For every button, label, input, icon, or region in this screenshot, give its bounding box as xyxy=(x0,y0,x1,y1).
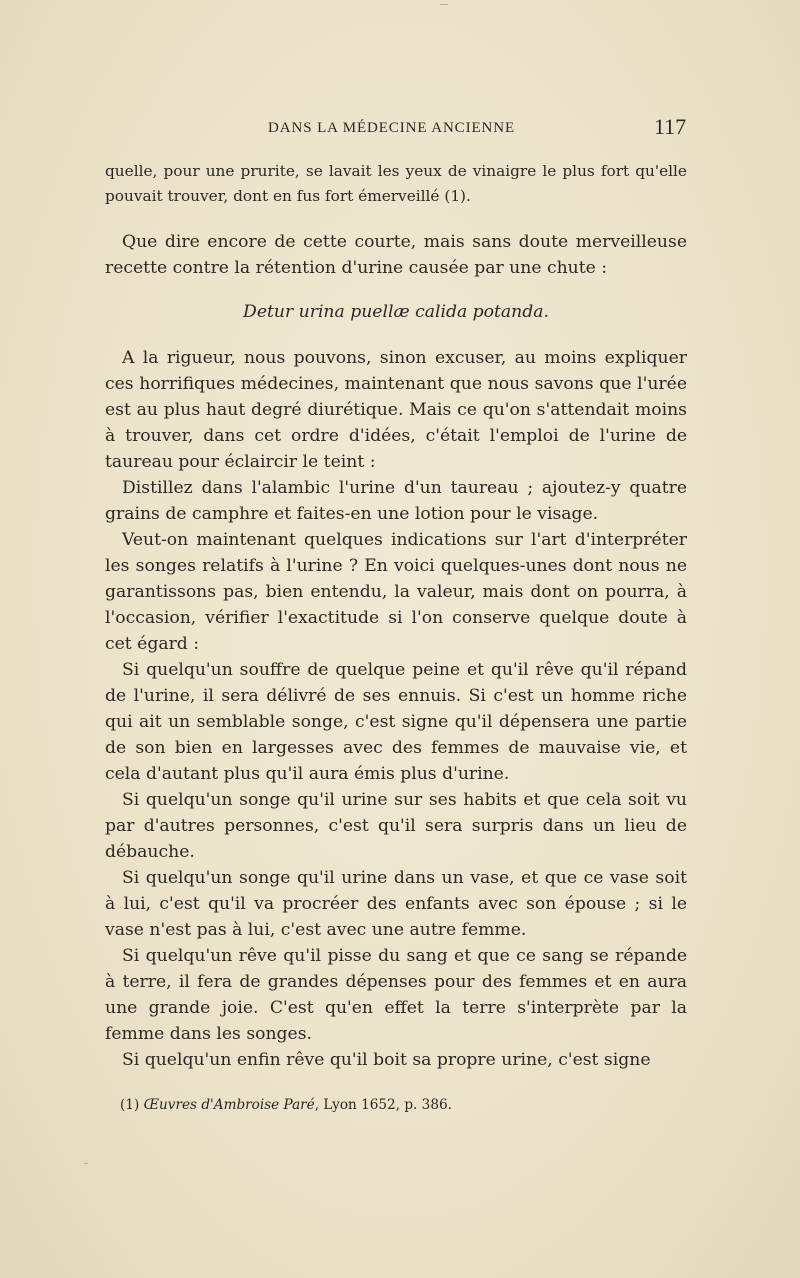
paper-speck xyxy=(84,1163,88,1164)
paragraph-dream-3: Si quelqu'un songe qu'il urine dans un vase, et que ce vase soit à lui, c'est qu'il va procréer des enfants avec son épouse ; si le vase n'est pas à lui, c'est avec une autre femme. xyxy=(105,868,687,940)
main-text xyxy=(105,229,687,1073)
footnote-citation: , Lyon 1652, p. 386. xyxy=(314,1097,452,1113)
footnote xyxy=(120,1097,452,1113)
carryover-paragraph-block xyxy=(105,159,687,209)
footnote-title: Œuvres d'Ambroise Paré xyxy=(143,1097,315,1113)
paragraph-dream-1: Si quelqu'un souffre de quelque peine et qu'il rêve qu'il répand de l'urine, il sera délivré de ses ennuis. Si c'est un homme riche qui ait un semblable songe, c'est signe qu'il dépensera une partie de son bien en largesses avec des femmes de mauvaise vie, et cela d'autant plus qu'il aura émis plus d'urine. xyxy=(105,660,687,784)
paragraph-recipe-intro: Que dire encore de cette courte, mais sans doute merveilleuse recette contre la rétention d'urine causée par une chute : xyxy=(105,232,687,278)
paragraph-dream-4: Si quelqu'un rêve qu'il pisse du sang et que ce sang se répande à terre, il fera de grandes dépenses pour des femmes et en aura une grande joie. C'est qu'en effet la terre s'interprète par la femme dans les songes. xyxy=(105,946,687,1044)
paragraph-dreams-intro: Veut-on maintenant quelques indications sur l'art d'interpréter les songes relatifs à l'urine ? En voici quelques-unes dont nous ne garantissons pas, bien entendu, la valeur, mais dont on pourra, à l'occasion, vérifier l'exactitude si l'on conserve quelque doute à cet égard : xyxy=(105,530,687,654)
page-number: 117 xyxy=(654,114,687,139)
footnote-marker: (1) xyxy=(120,1097,140,1113)
paragraph-dream-2: Si quelqu'un songe qu'il urine sur ses habits et que cela soit vu par d'autres personnes, c'est qu'il sera surpris dans un lieu de débauche. xyxy=(105,790,687,862)
paragraph-dream-5: Si quelqu'un enfin rêve qu'il boit sa propre urine, c'est signe xyxy=(122,1050,651,1070)
paragraph-carryover: quelle, pour une prurite, se lavait les yeux de vinaigre le plus fort qu'elle pouvait trouver, dont en fus fort émerveillé (1). xyxy=(105,162,687,205)
paper-speck xyxy=(440,4,448,5)
latin-quotation: Detur urina puellæ calida potanda. xyxy=(243,302,549,322)
paragraph-distill: Distillez dans l'alambic l'urine d'un taureau ; ajoutez-y quatre grains de camphre et faites-en une lotion pour le visage. xyxy=(105,478,687,524)
running-head xyxy=(0,114,800,141)
running-title: DANS LA MÉDECINE ANCIENNE xyxy=(268,120,516,136)
paragraph-urea: A la rigueur, nous pouvons, sinon excuser, au moins expliquer ces horrifiques médecines, maintenant que nous savons que l'urée est au plus haut degré diurétique. Mais ce qu'on s'attendait moins à trouver, dans cet ordre d'idées, c'était l'emploi de l'urine de taureau pour éclaircir le teint : xyxy=(105,348,687,472)
